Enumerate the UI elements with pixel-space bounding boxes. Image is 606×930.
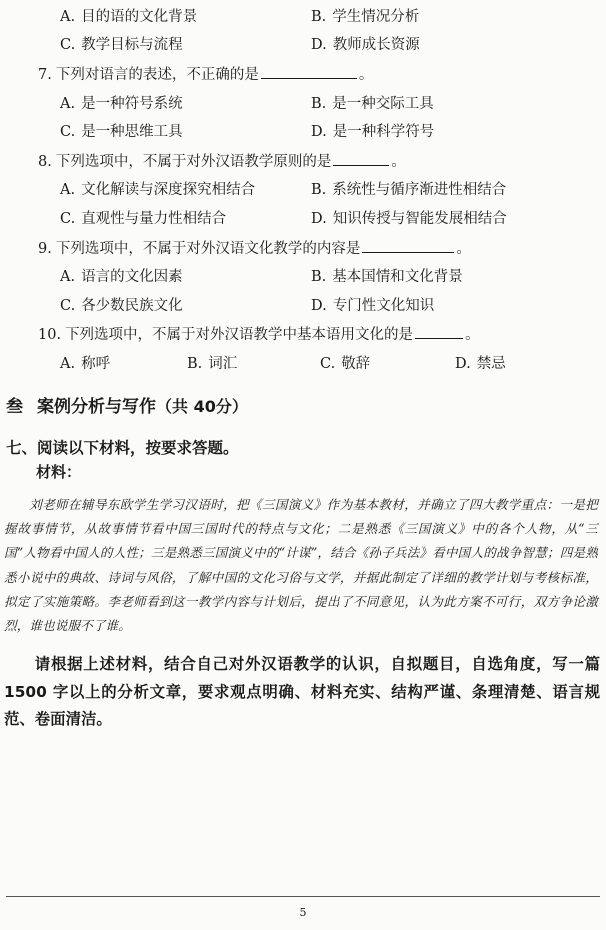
answer-blank	[261, 64, 357, 79]
section-title: 案例分析与写作	[37, 397, 156, 417]
q8-option-d: D. 知识传授与智能发展相结合	[311, 211, 507, 227]
question-9: 9. 下列选项中，不属于对外汉语文化教学的内容是 。	[38, 237, 471, 261]
page-number: 5	[299, 906, 307, 919]
answer-blank	[333, 151, 389, 166]
q6-option-c: C. 教学目标与流程	[60, 37, 183, 53]
material-passage: 刘老师在辅导东欧学生学习汉语时，把《三国演义》作为基本教材，并确立了四大教学重点：一是把握故事情节，从故事情节看中国三国时代的特点与文化；二是熟悉《三国演义》中的各个人物，从“三国”人物看中国人的人性；三是熟悉三国演义中的“计谋”，结合《孙子兵法》看中国人的战争智慧；四是熟悉小说中的典故、诗词与风俗，了解中国的文化习俗与文学，并据此制定了详细的教学计划与考核标准，拟定了实施策略。李老师看到这一教学内容与计划后，提出了不同意见，认为此方案不可行，双方争论激烈，谁也说服不了谁。	[4, 497, 598, 634]
q8-option-a: A. 文化解读与深度探究相结合	[60, 182, 256, 198]
q10-options-row	[0, 352, 606, 376]
q8-options-row-1	[0, 178, 606, 202]
writing-instruction: 请根据上述材料，结合自己对外汉语教学的认识，自拟题目，自选角度，写一篇 1500 字以上的分析文章，要求观点明确、材料充实、结构严谨、条理清楚、语言规范、卷面清洁。	[4, 655, 600, 728]
section-tag: 叁	[6, 397, 23, 417]
question-10: 10. 下列选项中，不属于对外汉语教学中基本语用文化的是 。	[38, 323, 480, 347]
answer-blank	[362, 238, 454, 253]
q9-option-b: B. 基本国情和文化背景	[311, 269, 463, 285]
q7-option-a: A. 是一种符号系统	[60, 96, 183, 112]
question-7: 7. 下列对语言的表述，不正确的是 。	[38, 63, 373, 87]
q10-option-b: B. 词汇	[187, 356, 238, 372]
footer-rule	[6, 896, 600, 897]
q7-option-c: C. 是一种思维工具	[60, 124, 183, 140]
q9-option-a: A. 语言的文化因素	[60, 269, 183, 285]
q9-option-d: D. 专门性文化知识	[311, 298, 435, 314]
q9-options-row-2	[0, 294, 606, 318]
question-heading: 七、阅读以下材料，按要求答题。	[6, 439, 239, 457]
material-label: 材料：	[36, 463, 82, 481]
section-score: （共 40分）	[156, 397, 248, 416]
q10-option-d: D. 禁忌	[455, 356, 506, 372]
q7-option-b: B. 是一种交际工具	[311, 96, 434, 112]
q6-option-b: B. 学生情况分析	[311, 9, 420, 25]
q9-options-row-1	[0, 265, 606, 289]
q10-option-c: C. 敬辞	[320, 356, 371, 372]
q6-option-d: D. 教师成长资源	[311, 37, 420, 53]
answer-blank	[415, 324, 463, 339]
q6-option-a: A. 目的语的文化背景	[60, 9, 198, 25]
question-8: 8. 下列选项中，不属于对外汉语教学原则的是 。	[38, 150, 406, 174]
section-heading	[6, 394, 248, 420]
q10-option-a: A. 称呼	[60, 356, 111, 372]
q6-options-row-1	[0, 5, 606, 29]
q7-options-row-2	[0, 120, 606, 144]
q6-options-row-2	[0, 33, 606, 57]
q7-options-row-1	[0, 92, 606, 116]
q9-option-c: C. 各少数民族文化	[60, 298, 183, 314]
q7-option-d: D. 是一种科学符号	[311, 124, 435, 140]
q8-option-c: C. 直观性与量力性相结合	[60, 211, 227, 227]
q8-options-row-2	[0, 207, 606, 231]
q8-option-b: B. 系统性与循序渐进性相结合	[311, 182, 507, 198]
